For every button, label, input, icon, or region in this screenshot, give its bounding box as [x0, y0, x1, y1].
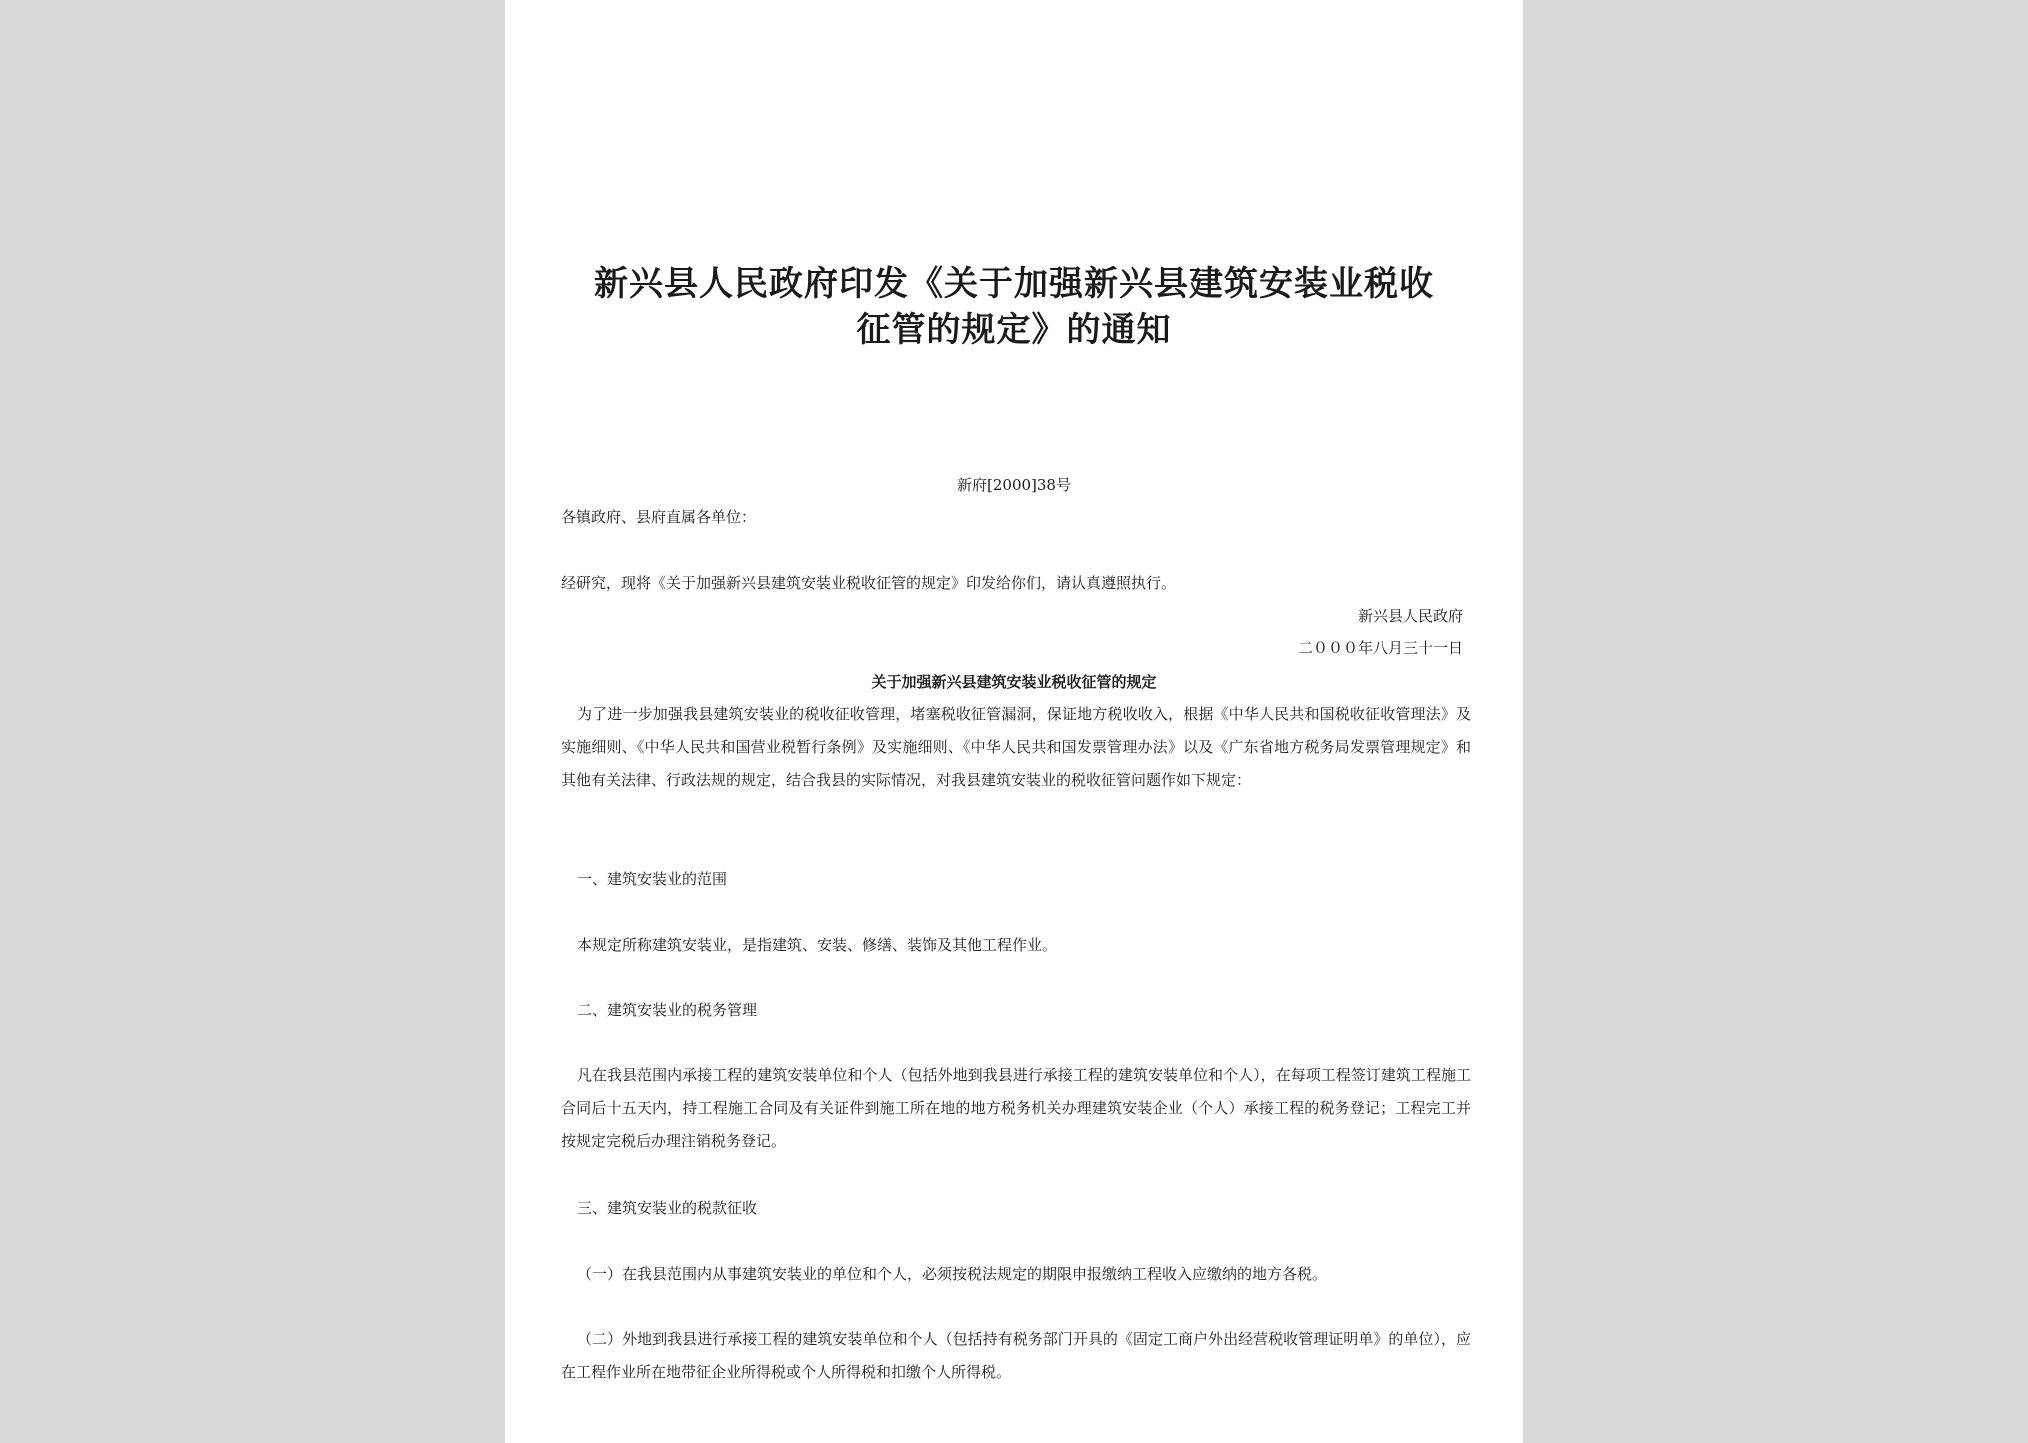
section-3-heading: 三、建筑安装业的税款征收	[577, 1199, 758, 1217]
section-3-item-2: （二）外地到我县进行承接工程的建筑安装单位和个人（包括持有税务部门开具的《固定工商户外出经营税收管理证明单》的单位），应在工程作业所在地带征企业所得税或个人所得税和扣缴个人所得税。	[561, 1330, 1471, 1381]
rule-title: 关于加强新兴县建筑安装业税收征管的规定	[871, 673, 1157, 691]
section-1-text: 本规定所称建筑安装业，是指建筑、安装、修缮、装饰及其他工程作业。	[577, 936, 1058, 954]
document-title-line-1: 新兴县人民政府印发《关于加强新兴县建筑安装业税收	[594, 264, 1434, 304]
intro-paragraph: 经研究，现将《关于加强新兴县建筑安装业税收征管的规定》印发给你们，请认真遵照执行。	[561, 574, 1177, 592]
preamble-paragraph: 为了进一步加强我县建筑安装业的税收征收管理，堵塞税收征管漏洞，保证地方税收收入，根据《中华人民共和国税收征收管理法》及实施细则、《中华人民共和国营业税暂行条例》及实施细则、《中华人民共和国发票管理办法》以及《广东省地方税务局发票管理规定》和其他有关法律、行政法规的规定，结合我县的实际情况，对我县建筑安装业的税收征管问题作如下规定：	[561, 705, 1471, 789]
issue-date: 二０００年八月三十一日	[1297, 639, 1463, 657]
addressee: 各镇政府、县府直属各单位：	[561, 508, 757, 526]
section-2-text: 凡在我县范围内承接工程的建筑安装单位和个人（包括外地到我县进行承接工程的建筑安装单位和个人），在每项工程签订建筑工程施工合同后十五天内，持工程施工合同及有关证件到施工所在地的地方税务机关办理建筑安装企业（个人）承接工程的税务登记；工程完工并按规定完税后办理注销税务登记。	[561, 1066, 1471, 1150]
document-page	[505, 0, 1523, 1443]
section-3-item-1: （一）在我县范围内从事建筑安装业的单位和个人，必须按税法规定的期限申报缴纳工程收入应缴纳的地方各税。	[577, 1265, 1328, 1283]
section-2-heading: 二、建筑安装业的税务管理	[577, 1001, 758, 1019]
section-1-heading: 一、建筑安装业的范围	[577, 870, 728, 888]
document-title-line-2: 征管的规定》的通知	[856, 310, 1172, 350]
issuer-signature: 新兴县人民政府	[1357, 607, 1463, 625]
document-number: 新府[2000]38号	[957, 476, 1071, 494]
